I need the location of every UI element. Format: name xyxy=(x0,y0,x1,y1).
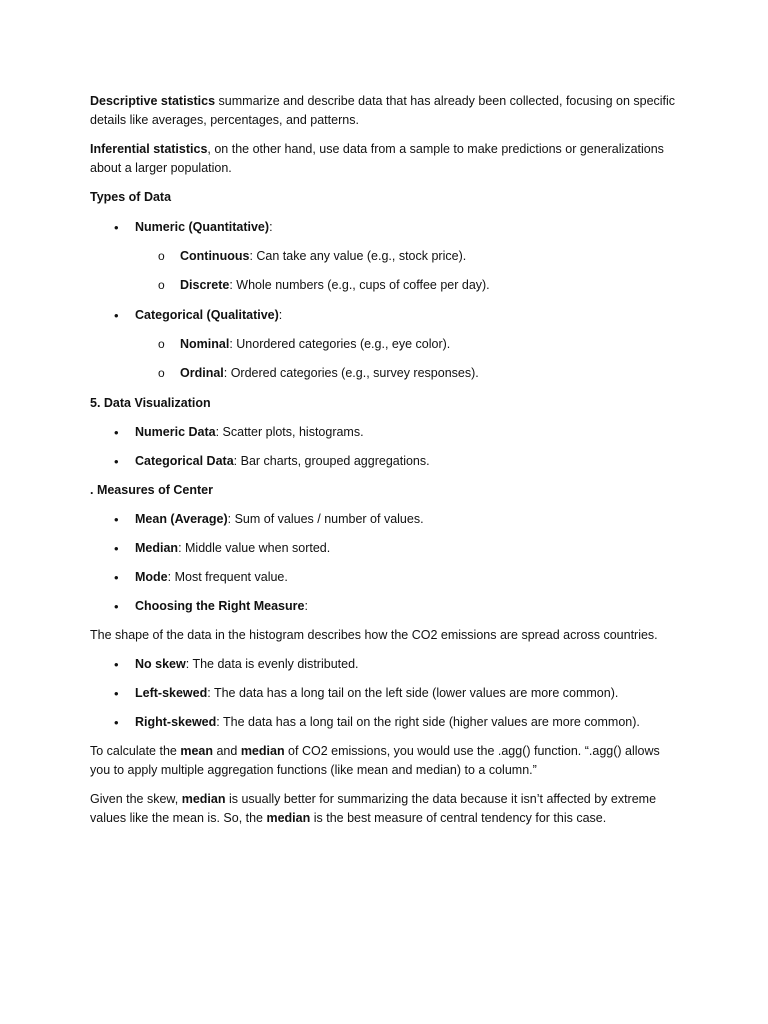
list-item-continuous xyxy=(180,247,466,266)
list-item-median xyxy=(135,539,330,558)
list-item-text: : xyxy=(304,599,308,613)
list-item-term: Categorical Data xyxy=(135,454,234,468)
list-item-term: Discrete xyxy=(180,278,230,292)
data-visualization-heading xyxy=(90,394,680,413)
list-item-term: Mean (Average) xyxy=(135,512,228,526)
list-item-term: No skew xyxy=(135,657,186,671)
list-item-term: Categorical (Qualitative) xyxy=(135,308,279,322)
list-item-term: Left-skewed xyxy=(135,686,208,700)
list-item-numeric-data xyxy=(135,423,364,442)
list-item-categorical xyxy=(135,306,282,325)
list-item-term: Choosing the Right Measure xyxy=(135,599,305,613)
emphasis-median: median xyxy=(181,792,226,806)
inferential-statistics-term: Inferential statistics xyxy=(90,142,208,156)
paragraph-text: To calculate the xyxy=(90,744,181,758)
list-item-text: : The data has a long tail on the right side (higher values are more common). xyxy=(216,715,640,729)
circle-bullet-icon xyxy=(158,276,165,295)
list-item-categorical-data xyxy=(135,452,430,471)
list-item-term: Median xyxy=(135,541,179,555)
inferential-statistics-text: , on the other hand, use data from a sample to make predictions or generalizations about a larger population. xyxy=(90,142,664,175)
list-item-text: : xyxy=(269,220,273,234)
paragraph-text: Given the skew, xyxy=(90,792,182,806)
list-item-mean xyxy=(135,510,424,529)
bullet-icon xyxy=(114,306,119,325)
list-item-term: Nominal xyxy=(180,337,230,351)
list-item-choosing-measure xyxy=(135,597,308,616)
paragraph-text: and xyxy=(213,744,241,758)
list-item-text: : Whole numbers (e.g., cups of coffee per day). xyxy=(229,278,490,292)
list-item-text: : Can take any value (e.g., stock price). xyxy=(249,249,467,263)
list-item-term: Mode xyxy=(135,570,168,584)
list-item-nominal xyxy=(180,335,450,354)
circle-bullet-icon xyxy=(158,247,165,266)
list-item-text: : The data has a long tail on the left side (lower values are more common). xyxy=(207,686,619,700)
list-item-term: Numeric (Quantitative) xyxy=(135,220,270,234)
bullet-icon xyxy=(114,218,119,237)
paragraph-text: of CO2 emissions, you would use the .agg() function. “.agg() allows you to apply multiple aggregation functions (like mean and median) to a column.” xyxy=(90,744,660,777)
list-item-text: : Unordered categories (e.g., eye color). xyxy=(229,337,451,351)
bullet-icon xyxy=(114,452,119,471)
list-item-left-skewed xyxy=(135,684,618,703)
list-item-ordinal xyxy=(180,364,479,383)
bullet-icon xyxy=(114,713,119,732)
emphasis-mean: mean xyxy=(180,744,213,758)
list-item-text: : Sum of values / number of values. xyxy=(227,512,424,526)
emphasis-median: median xyxy=(266,811,311,825)
inferential-statistics-paragraph xyxy=(90,140,680,178)
list-item-text: : The data is evenly distributed. xyxy=(185,657,359,671)
paragraph-text: is usually better for summarizing the data because it isn’t affected by extreme values like the mean is. So, the xyxy=(90,792,657,825)
list-item-term: Numeric Data xyxy=(135,425,216,439)
list-item-text: : Scatter plots, histograms. xyxy=(215,425,364,439)
conclusion-paragraph xyxy=(90,790,680,828)
bullet-icon xyxy=(114,597,119,616)
list-item-text: : Bar charts, grouped aggregations. xyxy=(233,454,430,468)
bullet-icon xyxy=(114,655,119,674)
data-visualization-heading-text: 5. Data Visualization xyxy=(90,396,211,410)
emphasis-median: median xyxy=(240,744,285,758)
list-item-right-skewed xyxy=(135,713,640,732)
bullet-icon xyxy=(114,684,119,703)
measures-of-center-heading xyxy=(90,481,680,500)
list-item-text: : Middle value when sorted. xyxy=(178,541,331,555)
bullet-icon xyxy=(114,510,119,529)
descriptive-statistics-paragraph xyxy=(90,92,680,130)
list-item-term: Continuous xyxy=(180,249,250,263)
histogram-shape-paragraph: The shape of the data in the histogram describes how the CO2 emissions are spread across countries. xyxy=(90,628,658,642)
paragraph-text: is the best measure of central tendency for this case. xyxy=(310,811,607,825)
list-item-text: : Most frequent value. xyxy=(167,570,288,584)
descriptive-statistics-text: summarize and describe data that has already been collected, focusing on specific details like averages, percentages, and patterns. xyxy=(90,94,676,127)
bullet-icon xyxy=(114,539,119,558)
list-item-term: Ordinal xyxy=(180,366,224,380)
circle-bullet-icon xyxy=(158,364,165,383)
calculate-paragraph xyxy=(90,742,680,780)
measures-of-center-heading-text: . Measures of Center xyxy=(90,483,213,497)
types-of-data-heading-text: Types of Data xyxy=(90,190,172,204)
bullet-icon xyxy=(114,568,119,587)
types-of-data-heading xyxy=(90,188,680,207)
list-item-text: : Ordered categories (e.g., survey responses). xyxy=(223,366,479,380)
list-item-no-skew xyxy=(135,655,359,674)
list-item-discrete xyxy=(180,276,490,295)
list-item-numeric xyxy=(135,218,273,237)
list-item-term: Right-skewed xyxy=(135,715,217,729)
descriptive-statistics-term: Descriptive statistics xyxy=(90,94,216,108)
bullet-icon xyxy=(114,423,119,442)
circle-bullet-icon xyxy=(158,335,165,354)
list-item-text: : xyxy=(278,308,283,322)
list-item-mode xyxy=(135,568,288,587)
